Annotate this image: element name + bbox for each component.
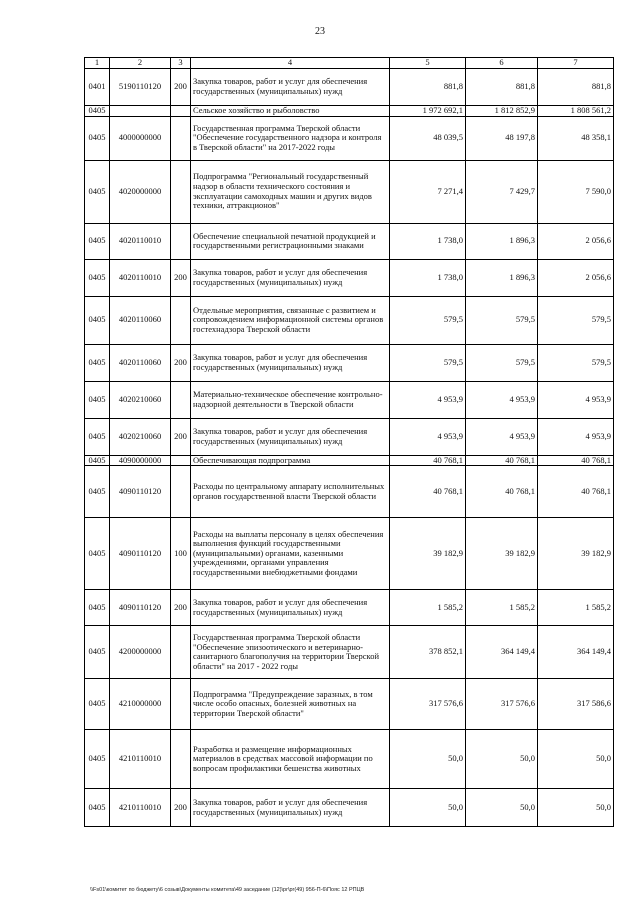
table-row bbox=[85, 69, 614, 106]
row-name: Государственная программа Тверской области "Обеспечение государственного надзора и контроля в Тверской области" на 2017-2022 годы bbox=[191, 116, 390, 160]
row-name: Подпрограмма "Региональный государственный надзор в области технического состояния и эксплуатации самоходных машин и других видов техники, аттракционов" bbox=[191, 160, 390, 223]
row-value-col5: 378 852,1 bbox=[390, 626, 466, 679]
row-value-col6: 40 768,1 bbox=[466, 466, 538, 518]
table-row bbox=[85, 344, 614, 381]
row-name: Закупка товаров, работ и услуг для обеспечения государственных (муниципальных) нужд bbox=[191, 69, 390, 106]
row-expense-type bbox=[171, 106, 191, 117]
row-target-article: 4000000000 bbox=[110, 116, 171, 160]
row-expense-type: 200 bbox=[171, 590, 191, 626]
row-expense-type bbox=[171, 296, 191, 344]
header-col-7: 7 bbox=[538, 58, 614, 69]
row-name: Отдельные мероприятия, связанные с развитием и сопровождением информационной системы органов гостехнадзора Тверской области bbox=[191, 296, 390, 344]
row-value-col5: 4 953,9 bbox=[390, 418, 466, 455]
row-value-col7: 48 358,1 bbox=[538, 116, 614, 160]
table-row bbox=[85, 259, 614, 296]
row-value-col6: 7 429,7 bbox=[466, 160, 538, 223]
row-value-col6: 1 896,3 bbox=[466, 259, 538, 296]
row-value-col7: 579,5 bbox=[538, 344, 614, 381]
row-expense-type: 200 bbox=[171, 69, 191, 106]
table-row bbox=[85, 160, 614, 223]
row-section-code: 0405 bbox=[85, 418, 110, 455]
row-value-col5: 579,5 bbox=[390, 296, 466, 344]
table-row bbox=[85, 590, 614, 626]
row-value-col7: 7 590,0 bbox=[538, 160, 614, 223]
row-section-code: 0405 bbox=[85, 223, 110, 259]
row-value-col5: 317 576,6 bbox=[390, 679, 466, 730]
row-target-article: 4210110010 bbox=[110, 789, 171, 827]
row-section-code: 0405 bbox=[85, 296, 110, 344]
row-target-article: 4200000000 bbox=[110, 626, 171, 679]
row-target-article: 4020110010 bbox=[110, 259, 171, 296]
row-value-col7: 4 953,9 bbox=[538, 418, 614, 455]
row-value-col6: 4 953,9 bbox=[466, 418, 538, 455]
row-value-col6: 40 768,1 bbox=[466, 455, 538, 466]
row-value-col5: 50,0 bbox=[390, 789, 466, 827]
table-row bbox=[85, 466, 614, 518]
row-expense-type bbox=[171, 160, 191, 223]
table-row bbox=[85, 418, 614, 455]
budget-table bbox=[84, 57, 614, 827]
row-value-col7: 40 768,1 bbox=[538, 455, 614, 466]
row-value-col5: 881,8 bbox=[390, 69, 466, 106]
row-value-col6: 4 953,9 bbox=[466, 381, 538, 418]
row-value-col7: 364 149,4 bbox=[538, 626, 614, 679]
row-value-col5: 579,5 bbox=[390, 344, 466, 381]
row-value-col6: 1 812 852,9 bbox=[466, 106, 538, 117]
row-value-col5: 1 972 692,1 bbox=[390, 106, 466, 117]
row-name: Закупка товаров, работ и услуг для обеспечения государственных (муниципальных) нужд bbox=[191, 789, 390, 827]
row-value-col6: 48 197,8 bbox=[466, 116, 538, 160]
row-expense-type bbox=[171, 626, 191, 679]
row-section-code: 0405 bbox=[85, 789, 110, 827]
row-section-code: 0405 bbox=[85, 116, 110, 160]
table-row bbox=[85, 789, 614, 827]
table-row bbox=[85, 679, 614, 730]
row-name: Обеспечивающая подпрограмма bbox=[191, 455, 390, 466]
row-section-code: 0405 bbox=[85, 679, 110, 730]
row-section-code: 0405 bbox=[85, 466, 110, 518]
row-value-col7: 1 585,2 bbox=[538, 590, 614, 626]
row-target-article: 4020110010 bbox=[110, 223, 171, 259]
table-row bbox=[85, 116, 614, 160]
row-value-col5: 7 271,4 bbox=[390, 160, 466, 223]
row-target-article bbox=[110, 106, 171, 117]
page-number: 23 bbox=[315, 26, 325, 37]
row-value-col7: 40 768,1 bbox=[538, 466, 614, 518]
row-section-code: 0405 bbox=[85, 160, 110, 223]
row-target-article: 5190110120 bbox=[110, 69, 171, 106]
row-target-article: 4090110120 bbox=[110, 590, 171, 626]
row-value-col7: 2 056,6 bbox=[538, 259, 614, 296]
row-expense-type: 200 bbox=[171, 344, 191, 381]
row-name: Разработка и размещение информационных материалов в средствах массовой информации по вопросам профилактики бешенства животных bbox=[191, 730, 390, 789]
row-value-col7: 881,8 bbox=[538, 69, 614, 106]
row-name: Закупка товаров, работ и услуг для обеспечения государственных (муниципальных) нужд bbox=[191, 344, 390, 381]
row-value-col6: 50,0 bbox=[466, 789, 538, 827]
table-header-row bbox=[85, 58, 614, 69]
row-name: Государственная программа Тверской области "Обеспечение эпизоотического и ветеринарно-санитарного благополучия на территории Тверской области" на 2017 - 2022 годы bbox=[191, 626, 390, 679]
row-expense-type bbox=[171, 455, 191, 466]
row-value-col5: 4 953,9 bbox=[390, 381, 466, 418]
header-col-2: 2 bbox=[110, 58, 171, 69]
row-expense-type: 200 bbox=[171, 789, 191, 827]
row-section-code: 0405 bbox=[85, 626, 110, 679]
row-expense-type bbox=[171, 679, 191, 730]
row-value-col5: 1 738,0 bbox=[390, 223, 466, 259]
row-target-article: 4020110060 bbox=[110, 296, 171, 344]
row-value-col6: 881,8 bbox=[466, 69, 538, 106]
table-row bbox=[85, 223, 614, 259]
row-section-code: 0405 bbox=[85, 518, 110, 590]
table-row bbox=[85, 106, 614, 117]
row-expense-type bbox=[171, 381, 191, 418]
row-value-col6: 579,5 bbox=[466, 296, 538, 344]
row-name: Сельское хозяйство и рыболовство bbox=[191, 106, 390, 117]
row-value-col6: 364 149,4 bbox=[466, 626, 538, 679]
row-name: Материально-техническое обеспечение контрольно-надзорной деятельности в Тверской области bbox=[191, 381, 390, 418]
row-value-col6: 579,5 bbox=[466, 344, 538, 381]
row-expense-type bbox=[171, 730, 191, 789]
row-name: Расходы по центральному аппарату исполнительных органов государственной власти Тверской области bbox=[191, 466, 390, 518]
row-target-article: 4020210060 bbox=[110, 381, 171, 418]
row-value-col5: 39 182,9 bbox=[390, 518, 466, 590]
header-col-1: 1 bbox=[85, 58, 110, 69]
row-target-article: 4210110010 bbox=[110, 730, 171, 789]
row-value-col5: 48 039,5 bbox=[390, 116, 466, 160]
row-section-code: 0405 bbox=[85, 381, 110, 418]
row-value-col6: 39 182,9 bbox=[466, 518, 538, 590]
header-col-4: 4 bbox=[191, 58, 390, 69]
row-target-article: 4090000000 bbox=[110, 455, 171, 466]
row-name: Закупка товаров, работ и услуг для обеспечения государственных (муниципальных) нужд bbox=[191, 418, 390, 455]
file-path-footer: \\Fs01\комитет по бюджету\6 созыв\Документы комитета\49 заседание (12)\pr\pr(49) 956-П-6\Пояс 12 РПЦВ bbox=[90, 887, 365, 893]
row-name: Закупка товаров, работ и услуг для обеспечения государственных (муниципальных) нужд bbox=[191, 590, 390, 626]
row-section-code: 0405 bbox=[85, 455, 110, 466]
row-expense-type: 100 bbox=[171, 518, 191, 590]
row-target-article: 4090110120 bbox=[110, 518, 171, 590]
table-row bbox=[85, 455, 614, 466]
row-value-col5: 1 738,0 bbox=[390, 259, 466, 296]
row-section-code: 0405 bbox=[85, 344, 110, 381]
table-row bbox=[85, 518, 614, 590]
row-value-col6: 1 585,2 bbox=[466, 590, 538, 626]
row-expense-type bbox=[171, 116, 191, 160]
row-value-col6: 1 896,3 bbox=[466, 223, 538, 259]
table-row bbox=[85, 296, 614, 344]
row-value-col5: 40 768,1 bbox=[390, 455, 466, 466]
row-value-col5: 40 768,1 bbox=[390, 466, 466, 518]
header-col-5: 5 bbox=[390, 58, 466, 69]
row-value-col7: 50,0 bbox=[538, 730, 614, 789]
row-name: Подпрограмма "Предупреждение заразных, в том числе особо опасных, болезней животных на территории Тверской области" bbox=[191, 679, 390, 730]
row-value-col7: 39 182,9 bbox=[538, 518, 614, 590]
row-section-code: 0401 bbox=[85, 69, 110, 106]
row-section-code: 0405 bbox=[85, 259, 110, 296]
row-target-article: 4020110060 bbox=[110, 344, 171, 381]
row-value-col6: 50,0 bbox=[466, 730, 538, 789]
row-target-article: 4210000000 bbox=[110, 679, 171, 730]
row-section-code: 0405 bbox=[85, 730, 110, 789]
row-expense-type bbox=[171, 466, 191, 518]
row-expense-type: 200 bbox=[171, 259, 191, 296]
row-value-col5: 50,0 bbox=[390, 730, 466, 789]
row-value-col7: 4 953,9 bbox=[538, 381, 614, 418]
row-name: Обеспечение специальной печатной продукцией и государственными регистрационными знаками bbox=[191, 223, 390, 259]
row-name: Расходы на выплаты персоналу в целях обеспечения выполнения функций государственными (муниципальными) органами, казенными учреждениями, органами управления государственными внебюджетными фондами bbox=[191, 518, 390, 590]
row-value-col6: 317 576,6 bbox=[466, 679, 538, 730]
row-value-col7: 2 056,6 bbox=[538, 223, 614, 259]
row-target-article: 4020000000 bbox=[110, 160, 171, 223]
table-row bbox=[85, 626, 614, 679]
row-value-col7: 1 808 561,2 bbox=[538, 106, 614, 117]
row-target-article: 4020210060 bbox=[110, 418, 171, 455]
row-target-article: 4090110120 bbox=[110, 466, 171, 518]
header-col-6: 6 bbox=[466, 58, 538, 69]
row-expense-type bbox=[171, 223, 191, 259]
table-row bbox=[85, 730, 614, 789]
row-value-col5: 1 585,2 bbox=[390, 590, 466, 626]
row-value-col7: 317 586,6 bbox=[538, 679, 614, 730]
row-section-code: 0405 bbox=[85, 590, 110, 626]
table-row bbox=[85, 381, 614, 418]
row-section-code: 0405 bbox=[85, 106, 110, 117]
row-name: Закупка товаров, работ и услуг для обеспечения государственных (муниципальных) нужд bbox=[191, 259, 390, 296]
row-expense-type: 200 bbox=[171, 418, 191, 455]
row-value-col7: 579,5 bbox=[538, 296, 614, 344]
header-col-3: 3 bbox=[171, 58, 191, 69]
row-value-col7: 50,0 bbox=[538, 789, 614, 827]
